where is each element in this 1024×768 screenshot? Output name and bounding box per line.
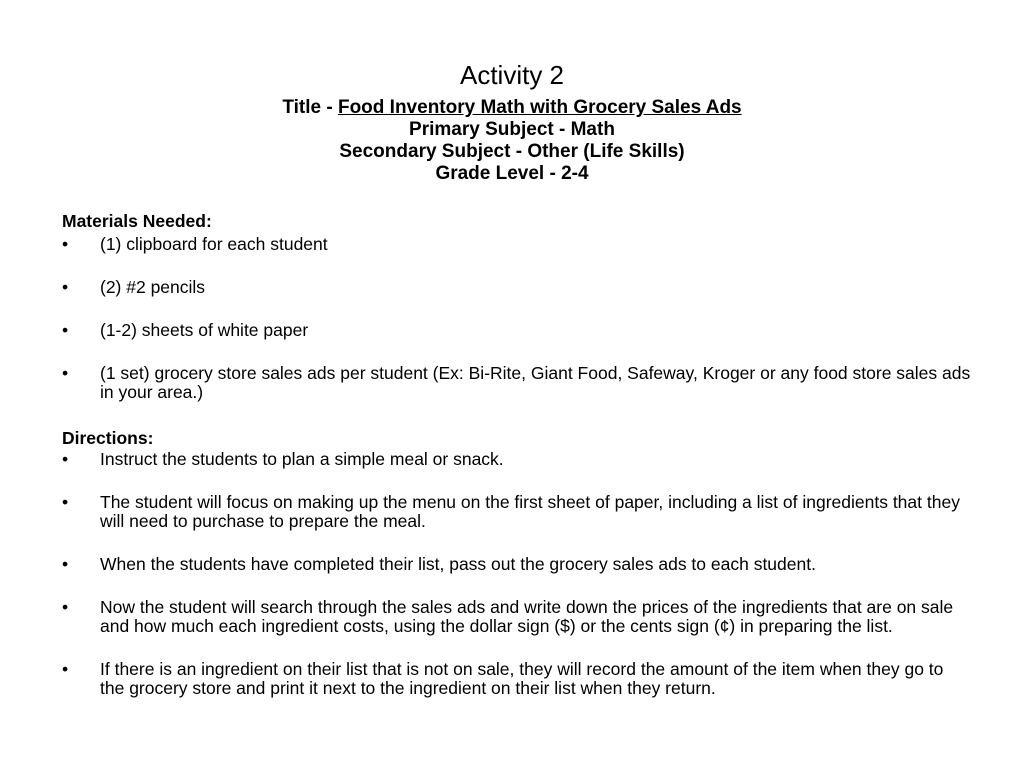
directions-heading: Directions:	[62, 428, 154, 448]
list-item-text: (2) #2 pencils	[100, 277, 206, 297]
list-item	[62, 235, 972, 254]
primary-subject: Primary Subject - Math	[409, 119, 615, 140]
activity-info-block	[0, 97, 1024, 185]
list-item-text: The student will focus on making up the menu on the first sheet of paper, including a list of ingredients that they will need to purchase to prepare the meal.	[100, 492, 960, 531]
list-item-text: (1 set) grocery store sales ads per student (Ex: Bi-Rite, Giant Food, Safeway, Kroger or any food store sales ads in your area.)	[100, 363, 971, 402]
bullet-icon: •	[62, 277, 69, 297]
bullet-icon: •	[62, 659, 69, 679]
list-item-text: Instruct the students to plan a simple meal or snack.	[100, 449, 504, 469]
directions-list	[62, 450, 972, 698]
activity-heading: Activity 2	[459, 60, 565, 90]
list-item	[62, 278, 972, 297]
grade-level: Grade Level - 2-4	[435, 163, 589, 184]
bullet-icon: •	[62, 554, 69, 574]
bullet-icon: •	[62, 492, 69, 512]
materials-list	[62, 235, 972, 402]
slide-body	[62, 209, 972, 698]
bullet-icon: •	[62, 449, 69, 469]
list-item	[62, 660, 972, 698]
bullet-icon: •	[62, 597, 69, 617]
secondary-subject: Secondary Subject - Other (Life Skills)	[339, 141, 685, 162]
title-line	[0, 97, 1024, 119]
bullet-icon: •	[62, 363, 69, 383]
list-item-text: (1-2) sheets of white paper	[100, 320, 309, 340]
materials-heading: Materials Needed:	[62, 211, 212, 231]
list-item	[62, 555, 972, 574]
list-item-text: If there is an ingredient on their list that is not on sale, they will record the amount of the item when they go to the grocery store and print it next to the ingredient on their list when they return.	[100, 659, 944, 698]
list-item-text: When the students have completed their list, pass out the grocery sales ads to each student.	[100, 554, 816, 574]
list-item-text: (1) clipboard for each student	[100, 234, 328, 254]
list-item	[62, 450, 972, 469]
title-prefix: Title -	[282, 97, 338, 118]
list-item	[62, 493, 972, 531]
list-item	[62, 598, 972, 636]
bullet-icon: •	[62, 320, 69, 340]
list-item	[62, 321, 972, 340]
bullet-icon: •	[62, 234, 69, 254]
list-item	[62, 364, 972, 402]
list-item-text: Now the student will search through the sales ads and write down the prices of the ingredients that are on sale and how much each ingredient costs, using the dollar sign ($) or the cents sign (¢) in preparing the list.	[100, 597, 954, 636]
activity-title-link[interactable]: Food Inventory Math with Grocery Sales Ads	[337, 97, 742, 118]
